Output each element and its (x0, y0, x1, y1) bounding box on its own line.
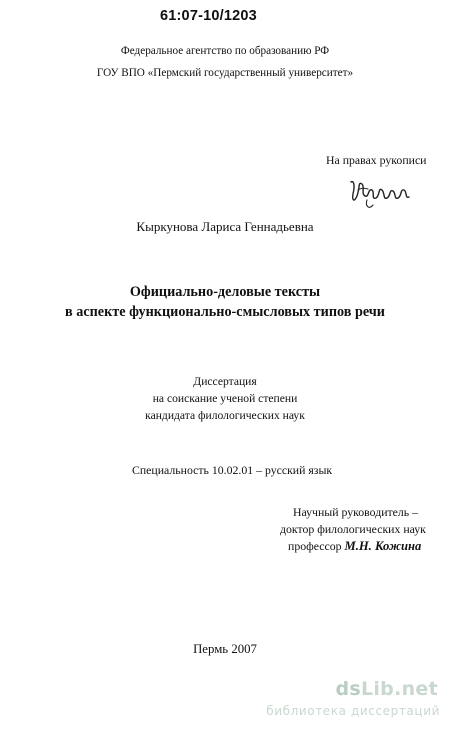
dslib-subtitle: библиотека диссертаций (266, 704, 440, 718)
specialty: Специальность 10.02.01 – русский язык (132, 463, 333, 477)
supervisor-label: Научный руководитель – (293, 505, 419, 519)
manuscript-rights-note: На правах рукописи (326, 153, 427, 167)
dslib-logo: dsLib.net (335, 678, 438, 700)
supervisor-name: М.Н. Кожина (344, 539, 422, 553)
author-name: Кыркунова Лариса Геннадьевна (136, 219, 314, 234)
dslib-watermark (258, 678, 446, 726)
supervisor-degree: доктор филологических наук (280, 522, 426, 536)
degree-line-2: кандидата филологических наук (145, 409, 305, 422)
document-code: 61:07-10/1203 (160, 8, 257, 24)
agency-name: Федеральное агентство по образованию РФ (120, 45, 330, 57)
degree-line-1: на соискание ученой степени (152, 392, 298, 405)
university-name: ГОУ ВПО «Пермский государственный университет» (96, 67, 354, 79)
supervisor-title: профессор (288, 539, 342, 553)
dissertation-label: Диссертация (193, 375, 257, 388)
dissertation-title-line-1: Официально-деловые тексты (129, 284, 321, 300)
handwritten-signature (345, 172, 415, 212)
supervisor-name-line (288, 539, 421, 554)
place-and-year: Пермь 2007 (193, 642, 257, 656)
dissertation-title-line-2: в аспекте функционально-смысловых типов речи (65, 304, 385, 320)
